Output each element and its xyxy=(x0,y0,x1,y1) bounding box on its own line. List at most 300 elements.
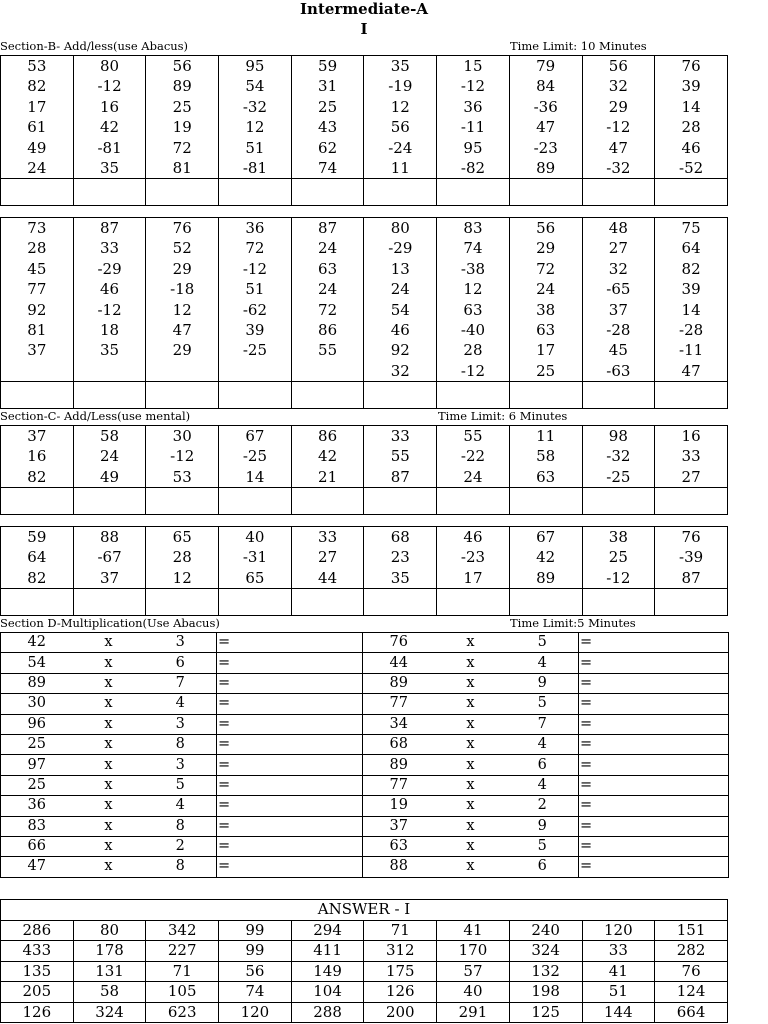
section-b-block-2-cell: 28 xyxy=(1,238,74,258)
section-c-block-1-cell: 87 xyxy=(364,467,437,488)
answer-field[interactable]: = xyxy=(579,816,729,836)
answer-field[interactable]: = xyxy=(217,714,363,734)
section-b-block-2-cell: -65 xyxy=(582,279,655,299)
times-sign: x xyxy=(73,755,145,775)
section-b-block-1-cell: 46 xyxy=(655,138,728,158)
multiplier: 2 xyxy=(145,836,217,856)
times-sign: x xyxy=(435,816,507,836)
section-b-block-2-cell: 12 xyxy=(437,279,510,299)
section-c-block-2-row xyxy=(1,568,728,589)
section-b-block-1-answer-box[interactable] xyxy=(655,179,728,206)
section-b-block-2-cell: 75 xyxy=(655,218,728,239)
section-b-block-2-answer-box[interactable] xyxy=(291,382,364,409)
section-b-block-2-cell: 33 xyxy=(73,238,146,258)
section-b-block-2-cell: 72 xyxy=(219,238,292,258)
section-b-block-1-row xyxy=(1,97,728,117)
answer-cell: 105 xyxy=(146,982,219,1003)
section-b-block-2-cell: 63 xyxy=(291,259,364,279)
multiplication-row xyxy=(1,775,729,795)
section-c-block-2-cell: 89 xyxy=(509,568,582,589)
section-c-block-2-cell: 42 xyxy=(509,547,582,567)
section-b-block-1-cell: -36 xyxy=(509,97,582,117)
answer-cell: 131 xyxy=(73,961,146,982)
answer-cell: 294 xyxy=(291,920,364,941)
answer-field[interactable]: = xyxy=(579,857,729,877)
section-b-block-2-cell: 29 xyxy=(146,259,219,279)
multiplication-row xyxy=(1,857,729,877)
answer-cell: 99 xyxy=(219,920,292,941)
section-b-block-2-answer-box[interactable] xyxy=(509,382,582,409)
section-c-label: Section-C- Add/Less(use mental) xyxy=(0,409,191,423)
section-b-block-2-cell: 13 xyxy=(364,259,437,279)
answer-cell: 126 xyxy=(364,982,437,1003)
section-b-block-1-answer-box[interactable] xyxy=(437,179,510,206)
section-b-block-1-cell: 56 xyxy=(582,56,655,77)
section-b-block-1-answer-box[interactable] xyxy=(1,179,74,206)
section-b-block-2-cell: 32 xyxy=(364,361,437,382)
section-b-block-1-answer-box[interactable] xyxy=(146,179,219,206)
multiplicand: 47 xyxy=(1,857,73,877)
multiplier: 4 xyxy=(145,796,217,816)
section-b-block-2-row xyxy=(1,218,728,239)
answer-cell: 282 xyxy=(655,941,728,962)
answer-row xyxy=(1,941,728,962)
section-c-block-2-cell: -23 xyxy=(437,547,510,567)
section-b-block-1-cell: 82 xyxy=(1,76,74,96)
section-b-block-2-cell: -12 xyxy=(219,259,292,279)
times-sign: x xyxy=(435,836,507,856)
multiplicand: 77 xyxy=(363,775,435,795)
times-sign: x xyxy=(435,734,507,754)
answer-cell: 433 xyxy=(1,941,74,962)
section-b-block-1-answer-box[interactable] xyxy=(219,179,292,206)
section-c-block-2-cell: 59 xyxy=(1,527,74,548)
multiplicand: 89 xyxy=(1,673,73,693)
multiplicand: 83 xyxy=(1,816,73,836)
multiplicand: 25 xyxy=(1,734,73,754)
answer-field[interactable]: = xyxy=(217,653,363,673)
section-c-block-2-answer-box[interactable] xyxy=(291,589,364,616)
section-b-block-2-cell: 87 xyxy=(291,218,364,239)
times-sign: x xyxy=(73,734,145,754)
answer-cell: 51 xyxy=(582,982,655,1003)
multiplication-row xyxy=(1,633,729,653)
section-b-block-2-cell: 46 xyxy=(73,279,146,299)
page-subtitle: I xyxy=(360,20,368,38)
section-c-block-2-answer-box[interactable] xyxy=(582,589,655,616)
section-b-block-1-cell: -32 xyxy=(582,158,655,179)
section-c-block-1-cell: -25 xyxy=(219,446,292,466)
multiplicand: 44 xyxy=(363,653,435,673)
times-sign: x xyxy=(435,755,507,775)
multiplier: 3 xyxy=(145,633,217,653)
section-b-block-1-answer-box[interactable] xyxy=(73,179,146,206)
section-b-block-2-cell: 36 xyxy=(219,218,292,239)
section-c-block-1-cell: 53 xyxy=(146,467,219,488)
multiplier: 6 xyxy=(507,857,579,877)
section-b-block-2-cell: 82 xyxy=(655,259,728,279)
section-c-block-1-answer-box[interactable] xyxy=(437,488,510,515)
section-b-block-2-cell: -62 xyxy=(219,300,292,320)
multiplier: 4 xyxy=(507,653,579,673)
section-b-block-1-cell: 61 xyxy=(1,117,74,137)
section-c-block-2-cell: 68 xyxy=(364,527,437,548)
section-b-block-1-cell: 81 xyxy=(146,158,219,179)
multiplicand: 89 xyxy=(363,755,435,775)
section-c-block-1-cell: 14 xyxy=(219,467,292,488)
section-b-block-1-cell: 79 xyxy=(509,56,582,77)
section-c-block-2-cell: 65 xyxy=(219,568,292,589)
section-b-block-1-cell: 17 xyxy=(1,97,74,117)
section-c-block-1-cell: 86 xyxy=(291,426,364,447)
answer-row xyxy=(1,1002,728,1023)
answer-cell: 286 xyxy=(1,920,74,941)
multiplier: 4 xyxy=(507,734,579,754)
section-b-block-2-answer-row xyxy=(1,382,728,409)
section-b-block-2-cell xyxy=(291,361,364,382)
section-b-block-2-cell: 83 xyxy=(437,218,510,239)
section-c-block-1-cell: 21 xyxy=(291,467,364,488)
multiplicand: 36 xyxy=(1,796,73,816)
section-b-block-2-cell: 28 xyxy=(437,340,510,360)
answer-field[interactable]: = xyxy=(579,673,729,693)
answer-field[interactable]: = xyxy=(217,796,363,816)
section-c-block-1-cell: 63 xyxy=(509,467,582,488)
section-b-block-1-cell: 51 xyxy=(219,138,292,158)
answer-table xyxy=(0,899,728,1023)
section-c-block-1-answer-box[interactable] xyxy=(146,488,219,515)
times-sign: x xyxy=(73,714,145,734)
times-sign: x xyxy=(435,653,507,673)
section-b-block-2-row xyxy=(1,259,728,279)
multiplicand: 19 xyxy=(363,796,435,816)
section-b-block-1-cell: 11 xyxy=(364,158,437,179)
section-b-block-1-cell: 31 xyxy=(291,76,364,96)
section-c-block-2-cell: 27 xyxy=(291,547,364,567)
multiplicand: 96 xyxy=(1,714,73,734)
multiplier: 8 xyxy=(145,857,217,877)
answer-field[interactable]: = xyxy=(579,796,729,816)
answer-cell: 288 xyxy=(291,1002,364,1023)
section-b-block-1-cell: 36 xyxy=(437,97,510,117)
times-sign: x xyxy=(435,694,507,714)
section-c-block-1-cell: 98 xyxy=(582,426,655,447)
multiplicand: 63 xyxy=(363,836,435,856)
answer-cell: 411 xyxy=(291,941,364,962)
section-b-block-1-cell: 24 xyxy=(1,158,74,179)
section-c-block-1-answer-box[interactable] xyxy=(364,488,437,515)
section-c-block-1-answer-box[interactable] xyxy=(73,488,146,515)
section-b-block-1-cell: 25 xyxy=(291,97,364,117)
answer-field[interactable]: = xyxy=(579,755,729,775)
multiplier: 5 xyxy=(507,694,579,714)
section-c-block-1-cell: 11 xyxy=(509,426,582,447)
section-b-block-2-cell: 63 xyxy=(437,300,510,320)
section-b-block-1-cell: 89 xyxy=(146,76,219,96)
section-b-block-2-cell: 52 xyxy=(146,238,219,258)
answer-field[interactable]: = xyxy=(217,694,363,714)
section-b-block-2-cell: -29 xyxy=(73,259,146,279)
multiplication-row xyxy=(1,714,729,734)
section-d-multiplication-table xyxy=(0,632,729,878)
section-b-block-1-cell: 15 xyxy=(437,56,510,77)
section-b-block-1-answer-box[interactable] xyxy=(509,179,582,206)
section-c-block-1-row xyxy=(1,426,728,447)
section-b-block-1-cell: 59 xyxy=(291,56,364,77)
section-c-block-2-cell: 87 xyxy=(655,568,728,589)
section-b-block-2-cell: 47 xyxy=(655,361,728,382)
section-c-block-2-answer-box[interactable] xyxy=(73,589,146,616)
section-b-block-2-cell: 24 xyxy=(291,238,364,258)
answer-field[interactable]: = xyxy=(217,633,363,653)
section-b-block-1-cell: 62 xyxy=(291,138,364,158)
times-sign: x xyxy=(73,857,145,877)
answer-cell: 240 xyxy=(509,920,582,941)
section-c-block-2-row xyxy=(1,547,728,567)
section-b-block-2-cell: 35 xyxy=(73,340,146,360)
section-c-block-1-cell: 27 xyxy=(655,467,728,488)
section-c-block-1-answer-row xyxy=(1,488,728,515)
times-sign: x xyxy=(73,796,145,816)
multiplicand: 30 xyxy=(1,694,73,714)
section-c-block-2-answer-box[interactable] xyxy=(509,589,582,616)
answer-field[interactable]: = xyxy=(579,714,729,734)
answer-field[interactable]: = xyxy=(217,857,363,877)
section-b-block-1-cell: -19 xyxy=(364,76,437,96)
section-b-block-1-cell: 25 xyxy=(146,97,219,117)
section-b-block-2-cell: 17 xyxy=(509,340,582,360)
answer-cell: 135 xyxy=(1,961,74,982)
answer-field[interactable]: = xyxy=(217,816,363,836)
multiplicand: 37 xyxy=(363,816,435,836)
answer-cell: 120 xyxy=(582,920,655,941)
answer-title: ANSWER - I xyxy=(1,900,728,921)
section-b-block-2-row xyxy=(1,300,728,320)
multiplication-row xyxy=(1,816,729,836)
section-b-block-1-cell: 16 xyxy=(73,97,146,117)
section-b-block-1-cell: 76 xyxy=(655,56,728,77)
section-b-block-2-cell: 54 xyxy=(364,300,437,320)
section-b-block-2-cell: 39 xyxy=(655,279,728,299)
section-b-block-1-cell: 47 xyxy=(509,117,582,137)
answer-cell: 41 xyxy=(437,920,510,941)
section-b-block-2-answer-box[interactable] xyxy=(364,382,437,409)
section-c-block-2-cell: 46 xyxy=(437,527,510,548)
section-c-block-2-cell: 25 xyxy=(582,547,655,567)
times-sign: x xyxy=(73,633,145,653)
answer-cell: 170 xyxy=(437,941,510,962)
section-c-block-1-cell: 16 xyxy=(1,446,74,466)
section-b-block-2-cell: 56 xyxy=(509,218,582,239)
section-c-block-2-answer-box[interactable] xyxy=(655,589,728,616)
section-b-block-2-cell: 24 xyxy=(509,279,582,299)
times-sign: x xyxy=(435,633,507,653)
section-b-block-2-cell: 37 xyxy=(1,340,74,360)
multiplication-row xyxy=(1,673,729,693)
answer-row xyxy=(1,982,728,1003)
section-b-block-2-row xyxy=(1,320,728,340)
section-c-block-1-cell: 16 xyxy=(655,426,728,447)
times-sign: x xyxy=(435,857,507,877)
section-b-block-1-row xyxy=(1,56,728,77)
section-b-block-2-cell xyxy=(1,361,74,382)
section-b-block-2-answer-box[interactable] xyxy=(582,382,655,409)
section-b-block-1-row xyxy=(1,158,728,179)
answer-field[interactable]: = xyxy=(217,673,363,693)
section-b-block-1-cell: -12 xyxy=(437,76,510,96)
section-b-block-1-cell: -23 xyxy=(509,138,582,158)
section-b-block-1-cell: 54 xyxy=(219,76,292,96)
section-b-block-1-cell: -12 xyxy=(582,117,655,137)
section-d-label: Section D-Multiplication(Use Abacus) xyxy=(0,616,220,630)
multiplier: 9 xyxy=(507,673,579,693)
section-b-time-limit: Time Limit: 10 Minutes xyxy=(510,39,647,53)
section-b-block-2-answer-box[interactable] xyxy=(219,382,292,409)
section-c-block-1-cell: 37 xyxy=(1,426,74,447)
multiplicand: 25 xyxy=(1,775,73,795)
section-c-block-1-cell: 58 xyxy=(73,426,146,447)
answer-cell: 132 xyxy=(509,961,582,982)
section-b-block-1-cell: 80 xyxy=(73,56,146,77)
section-b-block-1-cell: 35 xyxy=(73,158,146,179)
section-b-block-2-answer-box[interactable] xyxy=(437,382,510,409)
multiplicand: 97 xyxy=(1,755,73,775)
section-b-block-1-answer-box[interactable] xyxy=(364,179,437,206)
section-b-block-2-answer-box[interactable] xyxy=(73,382,146,409)
answer-cell: 124 xyxy=(655,982,728,1003)
section-c-block-2-answer-box[interactable] xyxy=(364,589,437,616)
section-c-block-2-answer-box[interactable] xyxy=(146,589,219,616)
section-b-block-1-cell: 95 xyxy=(219,56,292,77)
section-c-block-1-answer-box[interactable] xyxy=(655,488,728,515)
multiplier: 5 xyxy=(145,775,217,795)
times-sign: x xyxy=(435,796,507,816)
answer-field[interactable]: = xyxy=(217,734,363,754)
section-b-block-2-answer-box[interactable] xyxy=(655,382,728,409)
times-sign: x xyxy=(73,816,145,836)
section-b-block-2-cell: 86 xyxy=(291,320,364,340)
answer-field[interactable]: = xyxy=(579,775,729,795)
section-c-block-2-cell: 88 xyxy=(73,527,146,548)
multiplier: 8 xyxy=(145,816,217,836)
multiplicand: 42 xyxy=(1,633,73,653)
section-b-block-2-answer-box[interactable] xyxy=(1,382,74,409)
answer-cell: 74 xyxy=(219,982,292,1003)
answer-cell: 342 xyxy=(146,920,219,941)
answer-field[interactable]: = xyxy=(217,755,363,775)
answer-cell: 151 xyxy=(655,920,728,941)
section-b-block-1-row xyxy=(1,117,728,137)
section-b-block-2-cell: 64 xyxy=(655,238,728,258)
section-b-block-1-answer-box[interactable] xyxy=(291,179,364,206)
answer-header-row xyxy=(1,900,728,921)
times-sign: x xyxy=(73,775,145,795)
section-c-block-2-cell: 35 xyxy=(364,568,437,589)
section-c-block-1-answer-box[interactable] xyxy=(219,488,292,515)
section-b-block-1-cell: -52 xyxy=(655,158,728,179)
answer-field[interactable]: = xyxy=(579,694,729,714)
multiplicand: 89 xyxy=(363,673,435,693)
answer-field[interactable]: = xyxy=(217,836,363,856)
section-c-block-2 xyxy=(0,526,728,616)
answer-cell: 57 xyxy=(437,961,510,982)
section-c-block-1-cell: -12 xyxy=(146,446,219,466)
section-b-block-1-cell: -81 xyxy=(73,138,146,158)
section-b-block-1-cell: 12 xyxy=(219,117,292,137)
section-c-block-1-cell: 67 xyxy=(219,426,292,447)
answer-cell: 175 xyxy=(364,961,437,982)
section-b-block-2-cell: -11 xyxy=(655,340,728,360)
section-c-block-1-answer-box[interactable] xyxy=(291,488,364,515)
multiplier: 4 xyxy=(145,694,217,714)
page-title: Intermediate-A xyxy=(300,0,428,18)
multiplication-row xyxy=(1,734,729,754)
section-c-block-2-cell: 37 xyxy=(73,568,146,589)
section-b-block-1-cell: 29 xyxy=(582,97,655,117)
section-c-block-1-answer-box[interactable] xyxy=(509,488,582,515)
section-c-block-2-cell: 40 xyxy=(219,527,292,548)
section-c-block-2-answer-box[interactable] xyxy=(1,589,74,616)
section-b-block-2-cell: 45 xyxy=(1,259,74,279)
answer-row xyxy=(1,961,728,982)
answer-field[interactable]: = xyxy=(579,734,729,754)
answer-cell: 40 xyxy=(437,982,510,1003)
section-b-block-2-cell: -12 xyxy=(437,361,510,382)
times-sign: x xyxy=(73,673,145,693)
answer-field[interactable]: = xyxy=(579,633,729,653)
section-c-block-2-answer-box[interactable] xyxy=(219,589,292,616)
section-c-block-2-cell: 38 xyxy=(582,527,655,548)
multiplication-row xyxy=(1,796,729,816)
answer-cell: 324 xyxy=(73,1002,146,1023)
answer-cell: 104 xyxy=(291,982,364,1003)
section-c-block-1-cell: 49 xyxy=(73,467,146,488)
section-b-block-2-answer-box[interactable] xyxy=(146,382,219,409)
section-b-block-1-answer-box[interactable] xyxy=(582,179,655,206)
section-b-block-1-cell: -32 xyxy=(219,97,292,117)
answer-field[interactable]: = xyxy=(217,775,363,795)
section-b-block-2-cell: 48 xyxy=(582,218,655,239)
answer-cell: 623 xyxy=(146,1002,219,1023)
section-b-block-2-cell: 38 xyxy=(509,300,582,320)
section-b-block-2-cell: 87 xyxy=(73,218,146,239)
section-c-block-1-answer-box[interactable] xyxy=(582,488,655,515)
multiplicand: 68 xyxy=(363,734,435,754)
section-b-block-2-cell: 24 xyxy=(364,279,437,299)
section-b-block-2-cell: 32 xyxy=(582,259,655,279)
answer-field[interactable]: = xyxy=(579,653,729,673)
section-c-block-1-answer-box[interactable] xyxy=(1,488,74,515)
section-c-block-2-answer-box[interactable] xyxy=(437,589,510,616)
section-c-block-1-cell: 82 xyxy=(1,467,74,488)
answer-field[interactable]: = xyxy=(579,836,729,856)
section-c-block-1-cell: -32 xyxy=(582,446,655,466)
section-b-block-2-cell: 92 xyxy=(1,300,74,320)
section-b-block-1-cell: 43 xyxy=(291,117,364,137)
section-b-block-2-cell: 55 xyxy=(291,340,364,360)
section-b-block-2-cell: 92 xyxy=(364,340,437,360)
section-b-block-1-cell: 32 xyxy=(582,76,655,96)
section-b-block-2-cell: 25 xyxy=(509,361,582,382)
section-b-block-1-cell: 42 xyxy=(73,117,146,137)
section-d-time-limit: Time Limit:5 Minutes xyxy=(510,616,636,630)
section-b-block-2-cell: 47 xyxy=(146,320,219,340)
section-c-block-1-row xyxy=(1,446,728,466)
section-b-block-2-cell: -40 xyxy=(437,320,510,340)
section-c-block-1-row xyxy=(1,467,728,488)
section-b-block-1-cell: 56 xyxy=(364,117,437,137)
section-c-block-2-cell: 76 xyxy=(655,527,728,548)
